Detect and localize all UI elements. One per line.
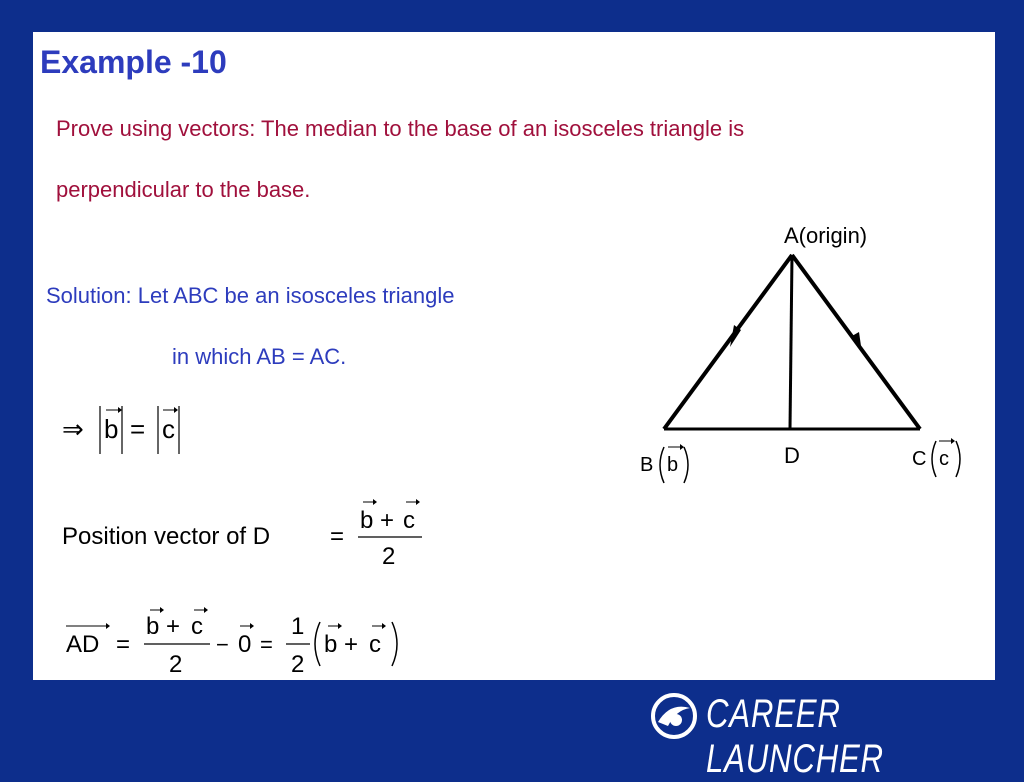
vec-arrowhead-c2: [416, 499, 420, 505]
problem-statement-line-2: perpendicular to the base.: [56, 177, 311, 202]
arrow-ac: [852, 332, 862, 353]
zero-vector: 0: [238, 631, 252, 658]
vec-arrowhead-c3: [204, 607, 208, 613]
position-vector-label: Position vector of D: [62, 523, 271, 550]
frac1-denominator: 2: [169, 651, 183, 678]
vertex-label-a: A(origin): [784, 223, 868, 248]
position-vector-equation: [60, 494, 440, 574]
half-numerator: 1: [291, 613, 305, 640]
frac1-numerator-b: b: [146, 613, 160, 640]
equals-sign: =: [130, 414, 146, 444]
career-launcher-logo-icon: [650, 692, 698, 740]
vertex-label-c: C: [912, 448, 927, 470]
equals-sign-3: =: [116, 631, 131, 658]
paren-c-right: [956, 441, 960, 477]
numerator-b: b: [360, 507, 374, 534]
vec-arrowhead-b3: [160, 607, 164, 613]
vector-c: c: [162, 414, 175, 444]
paren-b-left: [660, 447, 664, 483]
half-denominator: 2: [291, 651, 305, 678]
slide-title: Example -10: [40, 44, 227, 80]
vec-arrowhead-c: [951, 438, 955, 444]
vec-arrowhead-c1: [174, 407, 178, 413]
paren-c: c: [369, 631, 381, 658]
frac1-numerator-c: c: [191, 613, 203, 640]
equals-sign-2: =: [330, 523, 345, 550]
paren-b: b: [324, 631, 338, 658]
paren-c-left: [932, 441, 936, 477]
paren-right: [392, 622, 397, 666]
vec-arrowhead-b4: [338, 623, 342, 629]
implies-symbol: ⇒: [62, 415, 84, 445]
vector-b: b: [104, 414, 119, 444]
vec-arrowhead-c4: [382, 623, 386, 629]
vector-ad: AD: [66, 631, 100, 658]
ad-vector-equation: [60, 602, 420, 682]
problem-statement-line-1: Prove using vectors: The median to the base of an isosceles triangle is: [56, 116, 745, 141]
brand-name: CAREER LAUNCHER: [706, 692, 884, 781]
magnitude-equation: [60, 400, 200, 460]
triangle-diagram: [620, 215, 980, 495]
vec-arrowhead-ad: [106, 623, 110, 629]
numerator-c: c: [403, 507, 415, 534]
vec-arrowhead-b2: [373, 499, 377, 505]
vertex-vec-b: b: [667, 454, 679, 476]
paren-b-right: [684, 447, 688, 483]
numerator-plus: +: [380, 507, 395, 534]
frac1-plus: +: [166, 613, 181, 640]
vertex-label-b: B: [640, 454, 654, 476]
denominator-2: 2: [382, 543, 396, 570]
median-ad: [790, 255, 792, 429]
paren-left: [315, 622, 320, 666]
vec-arrowhead-zero: [250, 623, 254, 629]
paren-plus: +: [344, 631, 359, 658]
vec-arrowhead-b: [680, 444, 684, 450]
solution-line-2: in which AB = AC.: [172, 344, 347, 369]
vertex-vec-c: c: [939, 448, 949, 470]
vertex-label-d: D: [784, 443, 800, 468]
minus-sign: −: [216, 632, 229, 657]
side-ab: [664, 255, 792, 429]
solution-line-1: Solution: Let ABC be an isosceles triangle: [46, 283, 455, 308]
equals-sign-4: =: [260, 632, 273, 657]
